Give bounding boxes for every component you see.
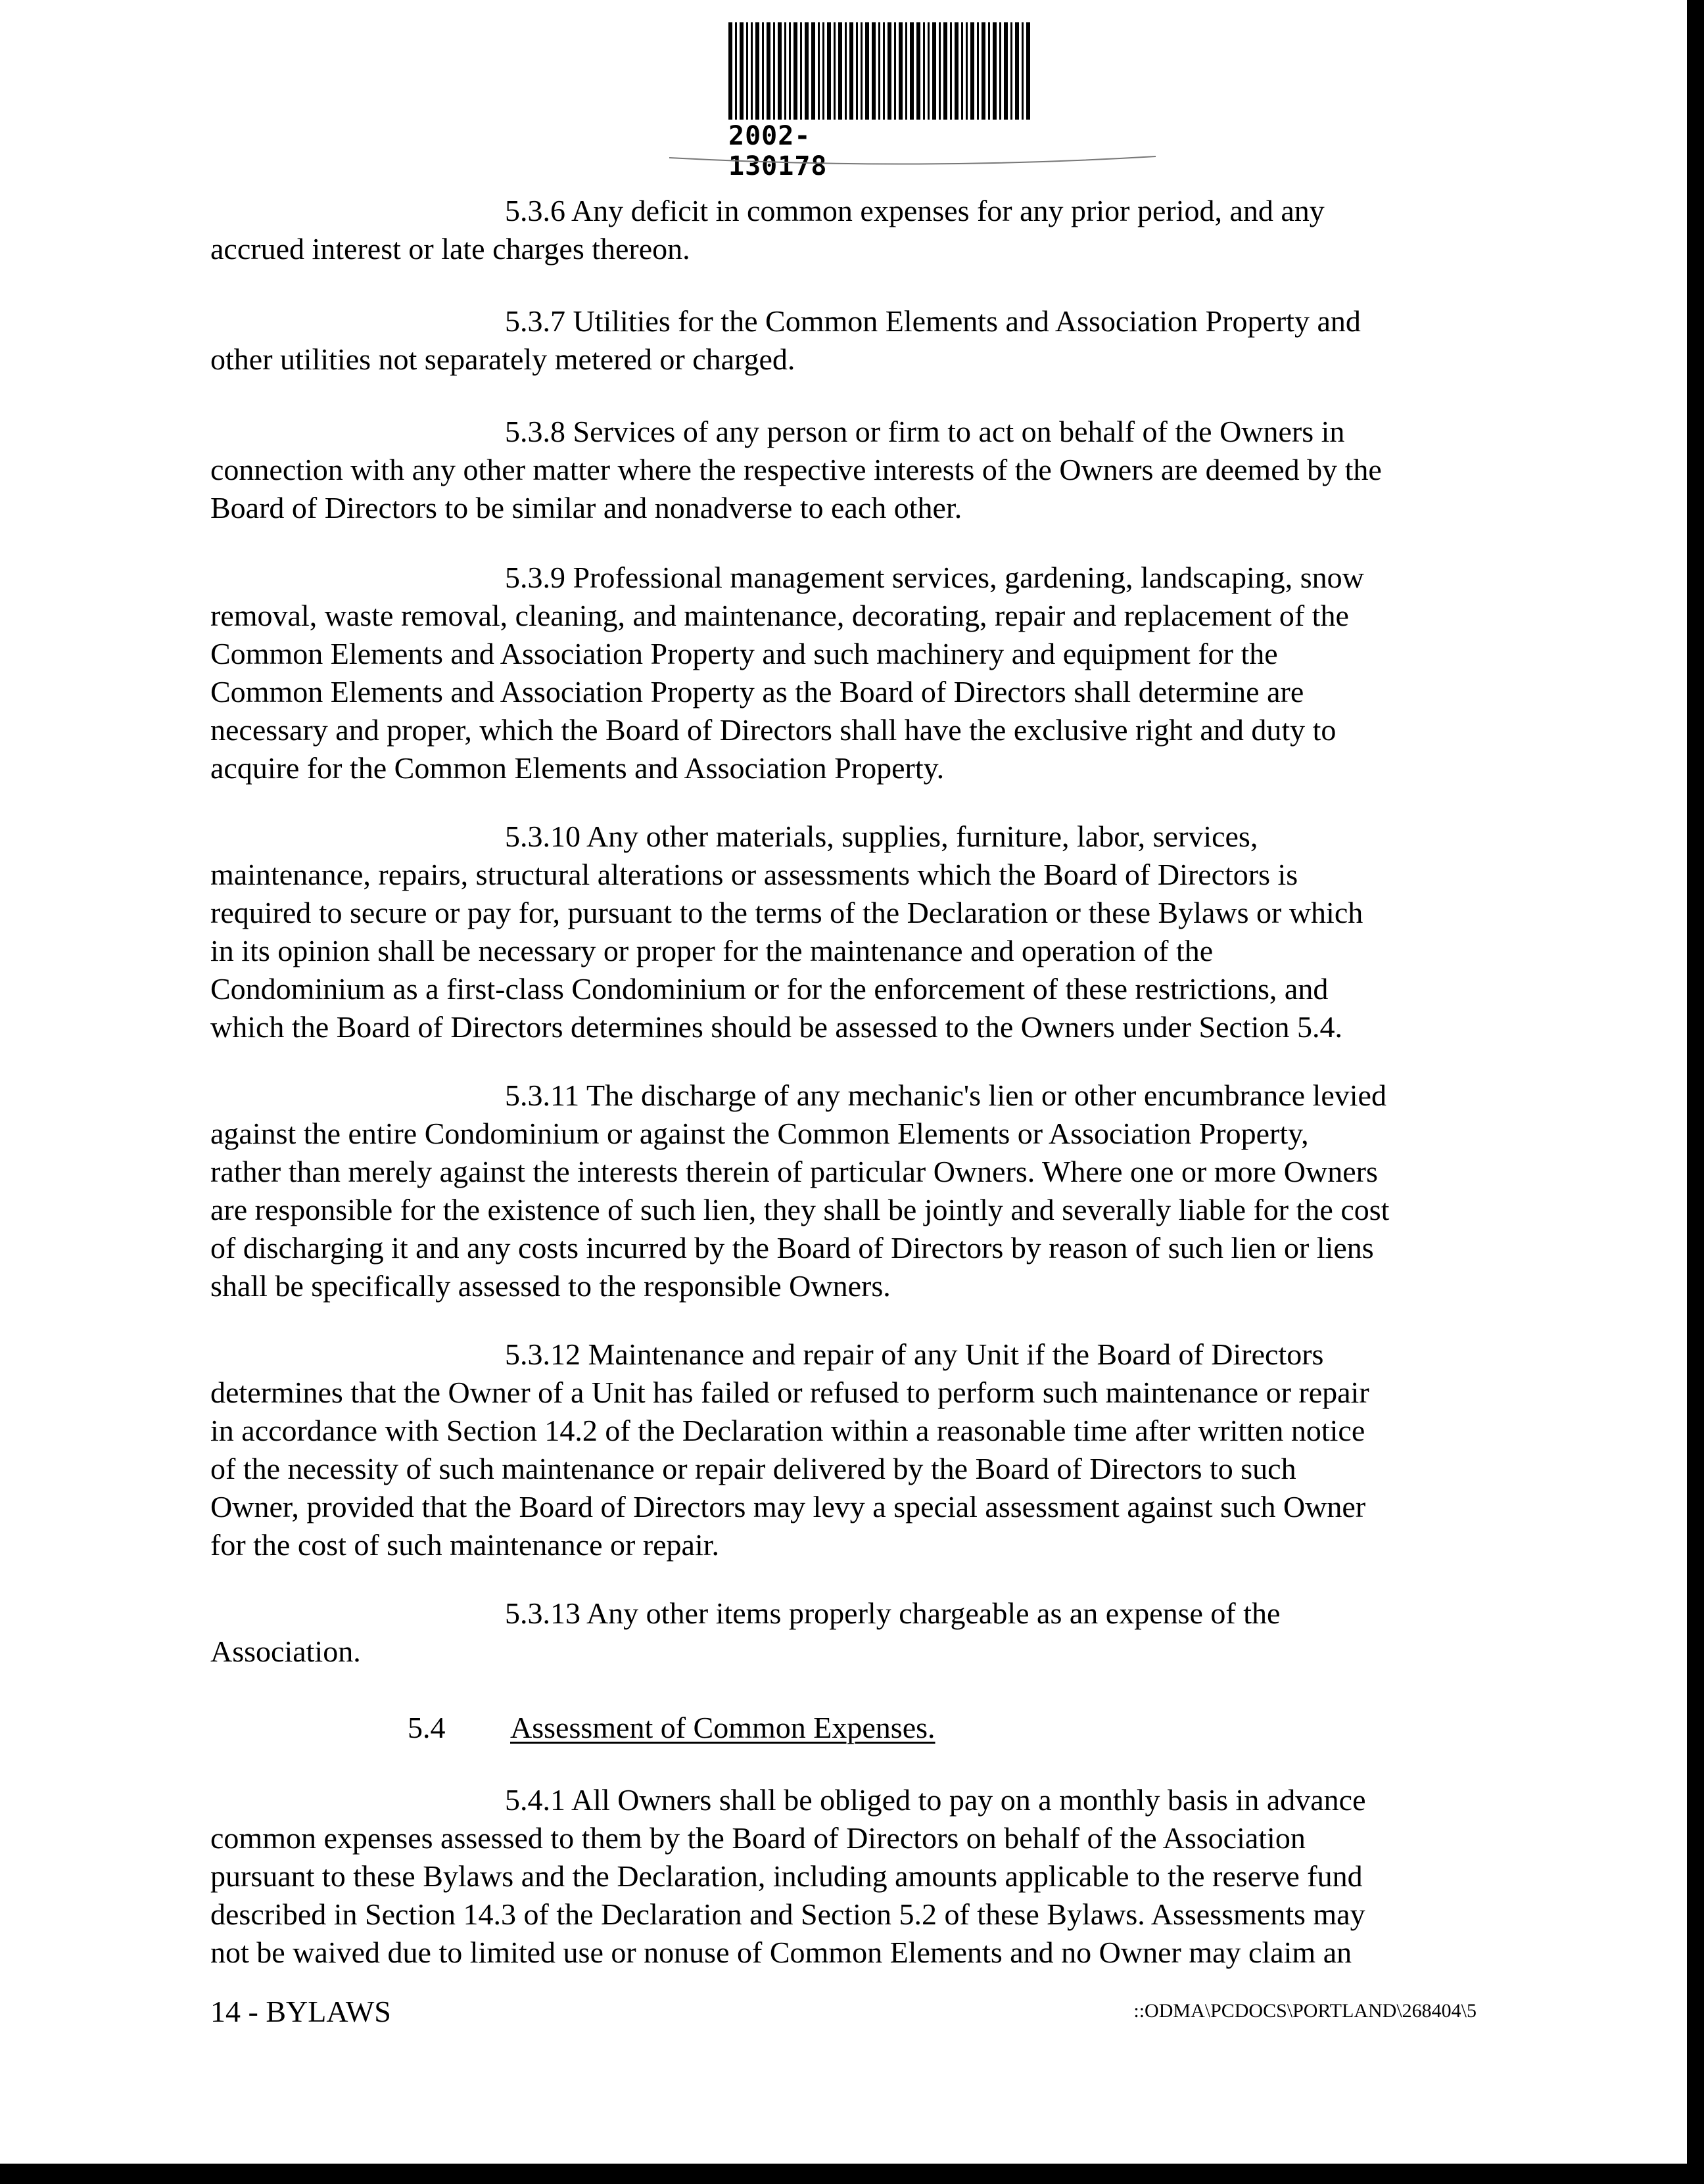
- paragraph-5-3-11: 5.3.11 The discharge of any mechanic's lien or other encumbrance levied against the entire Condominium or against the Common Elements or Association Property, rather than merely against the interests therein of particular Owners. Where one or more Owners are responsible for the existence of such lien, they shall be jointly and severally liable for the cost of discharging it and any costs incurred by the Board of Directors by reason of such lien or liens shall be specifically assessed to the responsible Owners.: [210, 1079, 1390, 1303]
- recording-barcode: [728, 22, 1031, 181]
- barcode-stamp-line: [663, 151, 1162, 177]
- paragraph-5-3-12: 5.3.12 Maintenance and repair of any Unit if the Board of Directors determines that the Owner of a Unit has failed or refused to perform such maintenance or repair in accordance with Section 14.2 of the Declaration within a reasonable time after written notice of the necessity of such maintenance or repair delivered by the Board of Directors to such Owner, provided that the Board of Directors may levy a special assessment against such Owner for the cost of such maintenance or repair.: [210, 1337, 1369, 1562]
- barcode-bars: [728, 22, 1031, 120]
- paragraph-5-3-13: 5.3.13 Any other items properly chargeable as an expense of the Association.: [210, 1596, 1281, 1668]
- section-number: 5.4: [408, 1711, 446, 1744]
- paragraph-5-3-6: 5.3.6 Any deficit in common expenses for any prior period, and any accrued interest or late charges thereon.: [210, 194, 1325, 266]
- page-edge-bottom: [0, 2164, 1704, 2184]
- section-title: Assessment of Common Expenses.: [510, 1711, 935, 1744]
- paragraph-5-4-1: 5.4.1 All Owners shall be obliged to pay on a monthly basis in advance common expenses assessed to them by the Board of Directors on behalf of the Association pursuant to these Bylaws and the Declaration, including amounts applicable to the reserve fund described in Section 14.3 of the Declaration and Section 5.2 of these Bylaws. Assessments may not be waived due to limited use or nonuse of Common Elements and no Owner may claim an: [210, 1783, 1366, 1969]
- barcode-number: 2002-130178: [728, 121, 828, 181]
- page-edge-right: [1687, 0, 1704, 2184]
- paragraph-5-3-8: 5.3.8 Services of any person or firm to act on behalf of the Owners in connection with any other matter where the respective interests of the Owners are deemed by the Board of Directors to be similar and nonadverse to each other.: [210, 415, 1382, 524]
- document-path: ::ODMA\PCDOCS\PORTLAND\268404\5: [1133, 2000, 1477, 2022]
- paragraph-5-3-9: 5.3.9 Professional management services, gardening, landscaping, snow removal, waste removal, cleaning, and maintenance, decorating, repair and replacement of the Common Elements and Association Property and such machinery and equipment for the Common Elements and Association Property as the Board of Directors shall determine are necessary and proper, which the Board of Directors shall have the exclusive right and duty to acquire for the Common Elements and Association Property.: [210, 561, 1364, 785]
- paragraph-5-3-10: 5.3.10 Any other materials, supplies, furniture, labor, services, maintenance, repairs, structural alterations or assessments which the Board of Directors is required to secure or pay for, pursuant to the terms of the Declaration or these Bylaws or which in its opinion shall be necessary or proper for the maintenance and operation of the Condominium as a first-class Condominium or for the enforcement of these restrictions, and which the Board of Directors determines should be assessed to the Owners under Section 5.4.: [210, 820, 1363, 1044]
- paragraph-5-3-7: 5.3.7 Utilities for the Common Elements and Association Property and other utilities not separately metered or charged.: [210, 304, 1361, 376]
- page-footer-label: 14 - BYLAWS: [210, 1995, 391, 2028]
